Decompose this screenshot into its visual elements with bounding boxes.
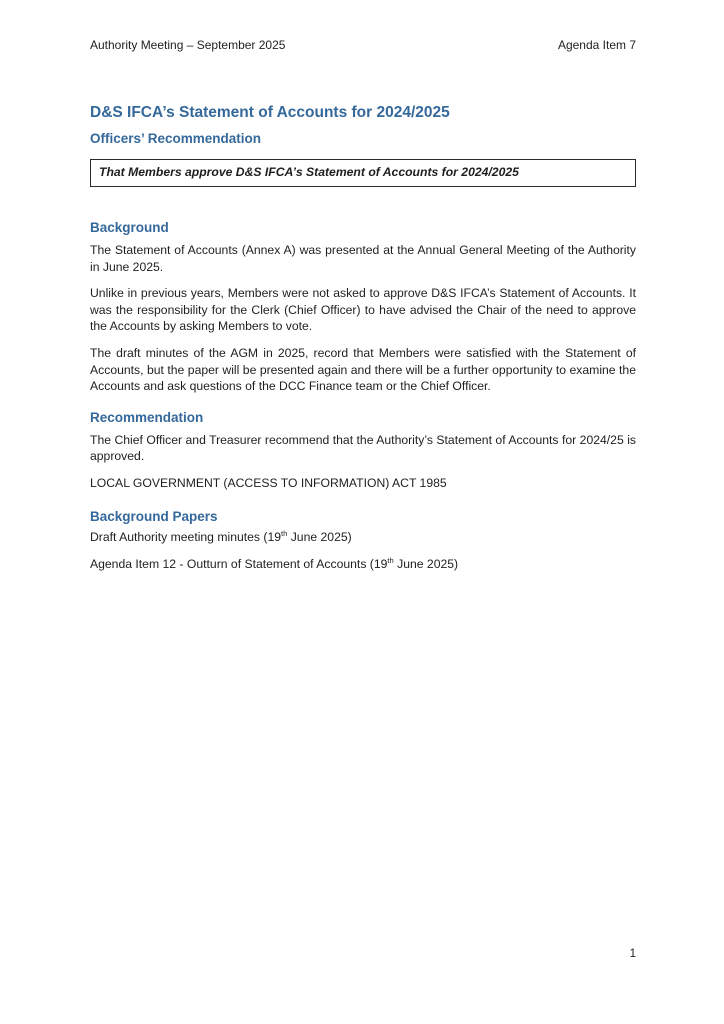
document-title: D&S IFCA’s Statement of Accounts for 2024/2025 (90, 104, 450, 121)
background-paragraph-1: The Statement of Accounts (Annex A) was presented at the Annual General Meeting of the Authority in June 2025. (90, 243, 636, 274)
recommendation-heading: Recommendation (90, 409, 204, 425)
paper-2-text: Agenda Item 12 - Outturn of Statement of Accounts (19 (90, 557, 388, 572)
background-heading: Background (90, 220, 169, 235)
background-paper-item-2 (90, 556, 636, 573)
recommendation-box: That Members approve D&S IFCA’s Statement of Accounts for 2024/2025 (90, 159, 636, 187)
header-meeting-label: Authority Meeting – September 2025 (90, 38, 286, 52)
officers-recommendation-subtitle: Officers’ Recommendation (90, 131, 262, 146)
background-paragraph-2: Unlike in previous years, Members were not asked to approve D&S IFCA’s Statement of Accounts. It was the responsibility for the Clerk (Chief Officer) to have advised the Chair of the need to approve the Accounts by asking Members to vote. (90, 286, 636, 334)
paper-1-text: Draft Authority meeting minutes (19 (90, 529, 282, 544)
paper-1-superscript: th (281, 528, 288, 538)
recommendation-paragraph: The Chief Officer and Treasurer recommend that the Authority’s Statement of Accounts for 2024/25 is approved. (90, 432, 636, 464)
paper-2-text-end: June 2025) (393, 557, 459, 572)
background-paper-item-1 (90, 529, 636, 546)
paper-1-text-end: June 2025) (287, 529, 352, 544)
access-to-information-act-line: LOCAL GOVERNMENT (ACCESS TO INFORMATION) ACT 1985 (90, 475, 447, 490)
page-number: 1 (629, 948, 636, 960)
paper-2-superscript: th (387, 556, 394, 566)
page-header (90, 38, 636, 52)
background-paragraph-3: The draft minutes of the AGM in 2025, record that Members were satisfied with the Statement of Accounts, but the paper will be presented again and there will be a further opportunity to examine the Accounts and ask questions of the DCC Finance team or the Chief Officer. (90, 345, 636, 394)
header-agenda-item-label: Agenda Item 7 (557, 38, 636, 52)
background-papers-heading: Background Papers (90, 508, 218, 524)
